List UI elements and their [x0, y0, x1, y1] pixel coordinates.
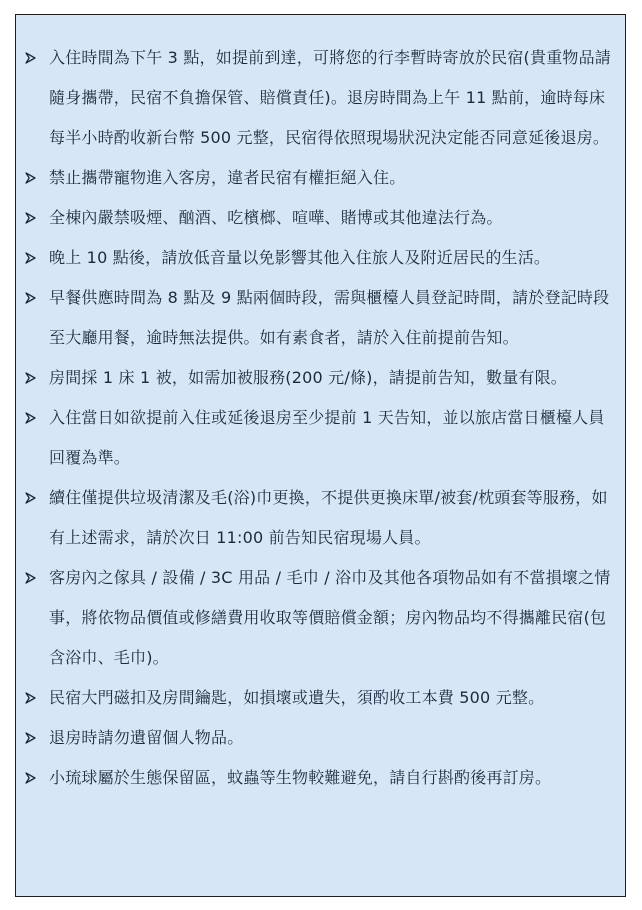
arrowhead-bullet-icon [20, 358, 40, 398]
arrowhead-bullet-icon [20, 158, 40, 198]
rule-text: 入住當日如欲提前入住或延後退房至少提前 1 天告知，並以旅店當日櫃檯人員回覆為準。 [49, 408, 605, 467]
rule-text: 全棟內嚴禁吸煙、酗酒、吃檳榔、喧嘩、賭博或其他違法行為。 [49, 208, 503, 227]
rule-item [16, 478, 625, 558]
rule-text: 入住時間為下午 3 點，如提前到達，可將您的行李暫時寄放於民宿(貴重物品請隨身攜帶，民宿不負擔保管、賠償責任)。退房時間為上午 11 點前，逾時每床每半小時酌收新台幣 500 元整，民宿得依照現場狀況決定能否同意延後退房。 [49, 48, 611, 147]
rule-item [16, 398, 625, 478]
rule-item [16, 238, 625, 278]
arrowhead-bullet-icon [20, 278, 40, 318]
rule-text: 退房時請勿遺留個人物品。 [49, 728, 244, 747]
arrowhead-bullet-icon [20, 558, 40, 598]
rule-text: 早餐供應時間為 8 點及 9 點兩個時段，需與櫃檯人員登記時間，請於登記時段至大廳用餐，逾時無法提供。如有素食者，請於入住前提前告知。 [49, 288, 610, 347]
house-rules-panel [15, 14, 626, 897]
house-rules-list [16, 15, 625, 798]
rule-item [16, 558, 625, 678]
rule-item [16, 718, 625, 758]
arrowhead-bullet-icon [20, 38, 40, 78]
arrowhead-bullet-icon [20, 398, 40, 438]
rule-item [16, 678, 625, 718]
rule-item [16, 158, 625, 198]
rule-text: 禁止攜帶寵物進入客房，違者民宿有權拒絕入住。 [49, 168, 406, 187]
rule-item [16, 278, 625, 358]
rule-text: 客房內之傢具 / 設備 / 3C 用品 / 毛巾 / 浴巾及其他各項物品如有不當損壞之情事，將依物品價值或修繕費用收取等價賠償金額；房內物品均不得攜離民宿(包含浴巾、毛巾)。 [49, 568, 611, 667]
arrowhead-bullet-icon [20, 718, 40, 758]
rule-item [16, 38, 625, 158]
rule-item [16, 358, 625, 398]
arrowhead-bullet-icon [20, 678, 40, 718]
rule-text: 民宿大門磁扣及房間鑰匙，如損壞或遺失，須酌收工本費 500 元整。 [49, 688, 545, 707]
rule-text: 晚上 10 點後，請放低音量以免影響其他入住旅人及附近居民的生活。 [49, 248, 551, 267]
arrowhead-bullet-icon [20, 238, 40, 278]
rule-text: 房間採 1 床 1 被，如需加被服務(200 元/條)，請提前告知，數量有限。 [49, 368, 568, 387]
arrowhead-bullet-icon [20, 198, 40, 238]
rule-text: 續住僅提供垃圾清潔及毛(浴)巾更換，不提供更換床單/被套/枕頭套等服務，如有上述需求，請於次日 11:00 前告知民宿現場人員。 [49, 488, 608, 547]
rule-text: 小琉球屬於生態保留區，蚊蟲等生物較難避免，請自行斟酌後再訂房。 [49, 768, 552, 787]
rule-item [16, 758, 625, 798]
rule-item [16, 198, 625, 238]
arrowhead-bullet-icon [20, 478, 40, 518]
arrowhead-bullet-icon [20, 758, 40, 798]
